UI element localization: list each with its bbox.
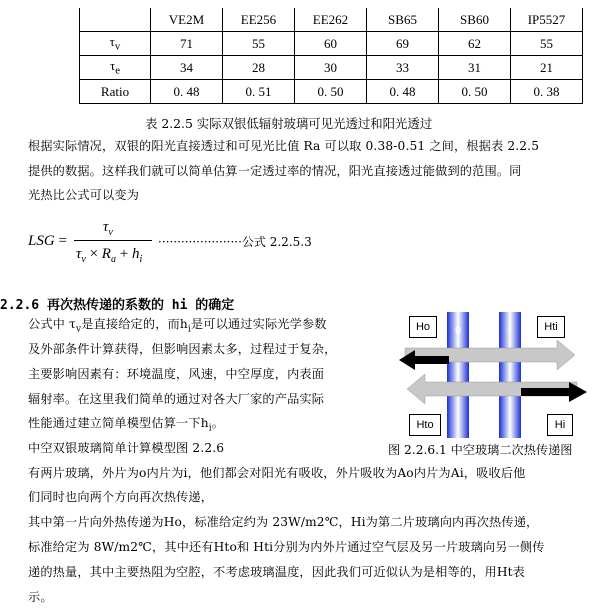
table-header-cell: SB65 xyxy=(367,8,439,32)
hti-arrow xyxy=(405,340,575,370)
table-cell: 55 xyxy=(511,32,583,56)
table-header-cell: SB60 xyxy=(439,8,511,32)
hti-label: Hti xyxy=(537,316,565,338)
hi-label: Hi xyxy=(547,414,573,436)
formula-tag: ······················公式 2.2.5.3 xyxy=(158,235,312,249)
paragraph-line: 标准给定为 8W/m2℃，其中还有Hto和 Hti分别为内外片通过空气层及另一片玻璃向另一侧传 xyxy=(28,540,545,554)
table-cell: 0. 38 xyxy=(511,80,583,104)
table-cell: 0. 51 xyxy=(223,80,295,104)
row-label: Ratio xyxy=(80,80,151,104)
table-cell: 0. 48 xyxy=(151,80,223,104)
paragraph-line: 其中第一片向外热传递为Ho，标准给定约为 23W/m2℃，Hi为第二片玻璃向内再次热传递， xyxy=(28,515,539,529)
paragraph-line: 们同时也向两个方向再次热传递， xyxy=(28,490,214,504)
table-cell: 34 xyxy=(151,56,223,80)
table-cell: 71 xyxy=(151,32,223,56)
diagram-caption: 图 2.2.6.1 中空玻璃二次热传递图 xyxy=(388,443,573,457)
table-cell: 21 xyxy=(511,56,583,80)
table-row xyxy=(80,56,583,80)
ho-label: Ho xyxy=(409,316,437,338)
table-header-cell: EE256 xyxy=(223,8,295,32)
table-cell: 33 xyxy=(367,56,439,80)
hto-label: Hto xyxy=(409,414,441,436)
section-title: 2.2.6 再次热传递的系数的 hi 的确定 xyxy=(0,298,235,313)
paragraph-line: 性能通过建立简单模型估算一下$h_i$。 xyxy=(28,416,225,434)
table-header-cell xyxy=(80,8,151,32)
formula-numerator: $\tau_v$ xyxy=(103,219,113,238)
table-row xyxy=(80,32,583,56)
outer-pane-label: o xyxy=(455,324,462,336)
table-header-cell: EE262 xyxy=(295,8,367,32)
paragraph-line: 中空双银玻璃简单计算模型图 2.2.6 xyxy=(28,441,225,455)
fraction-bar xyxy=(74,240,152,241)
paragraph-line: 示。 xyxy=(28,590,53,604)
row-label: $\tau_e$ xyxy=(80,56,151,80)
table-caption: 表 2.2.5 实际双银低辐射玻璃可见光透过和阳光透过 xyxy=(145,116,433,131)
table-header-cell: VE2M xyxy=(151,8,223,32)
glass-data-table xyxy=(79,8,583,104)
table-cell: 55 xyxy=(223,32,295,56)
insulated-glass-diagram xyxy=(397,310,589,440)
table-cell: 28 xyxy=(223,56,295,80)
inner-pane-label: i xyxy=(508,324,511,336)
formula-denominator: $\tau_v \times R_a + h_i$ xyxy=(76,246,143,265)
table-cell: 0. 48 xyxy=(367,80,439,104)
paragraph-line: 及外部条件计算获得，但影响因素太多，过程过于复杂， xyxy=(28,342,337,356)
paragraph-line: 辐射率。在这里我们简单的通过对各大厂家的产品实际 xyxy=(28,392,325,406)
table-cell: 30 xyxy=(295,56,367,80)
row-label: $\tau_v$ xyxy=(80,32,151,56)
table-cell: 0. 50 xyxy=(295,80,367,104)
paragraph-line: 光热比公式可以变为 xyxy=(28,188,140,202)
table-cell: 62 xyxy=(439,32,511,56)
table-header-cell: IP5527 xyxy=(511,8,583,32)
table-cell: 69 xyxy=(367,32,439,56)
paragraph-line: 递的热量，其中主要热阻为空腔，不考虑玻璃温度，因此我们可近似认为是相等的，用Ht表 xyxy=(28,565,525,579)
table-cell: 60 xyxy=(295,32,367,56)
paragraph-line: 主要影响因素有：环境温度，风速，中空厚度，内表面 xyxy=(28,367,325,381)
paragraph-line: 根据实际情况，双银的阳光直接透过和可见光比值 Ra 可以取 0.38-0.51 之间，根据表 2.2.5 xyxy=(28,139,540,153)
table-header-row xyxy=(80,8,583,32)
table-cell: 0. 50 xyxy=(439,80,511,104)
table-row xyxy=(80,80,583,104)
table-cell: 31 xyxy=(439,56,511,80)
paragraph-line: 提供的数据。这样我们就可以简单估算一定透过率的情况，阳光直接透过能做到的范围。同 xyxy=(28,164,522,178)
formula-lhs: LSG = xyxy=(28,233,67,249)
paragraph-line: 有两片玻璃，外片为o内片为i，他们都会对阳光有吸收，外片吸收为Ao内片为Ai，吸收后他 xyxy=(28,466,526,480)
paragraph-line: 公式中 $\tau_v$是直接给定的，而$h_i$是可以通过实际光学参数 xyxy=(28,317,327,335)
